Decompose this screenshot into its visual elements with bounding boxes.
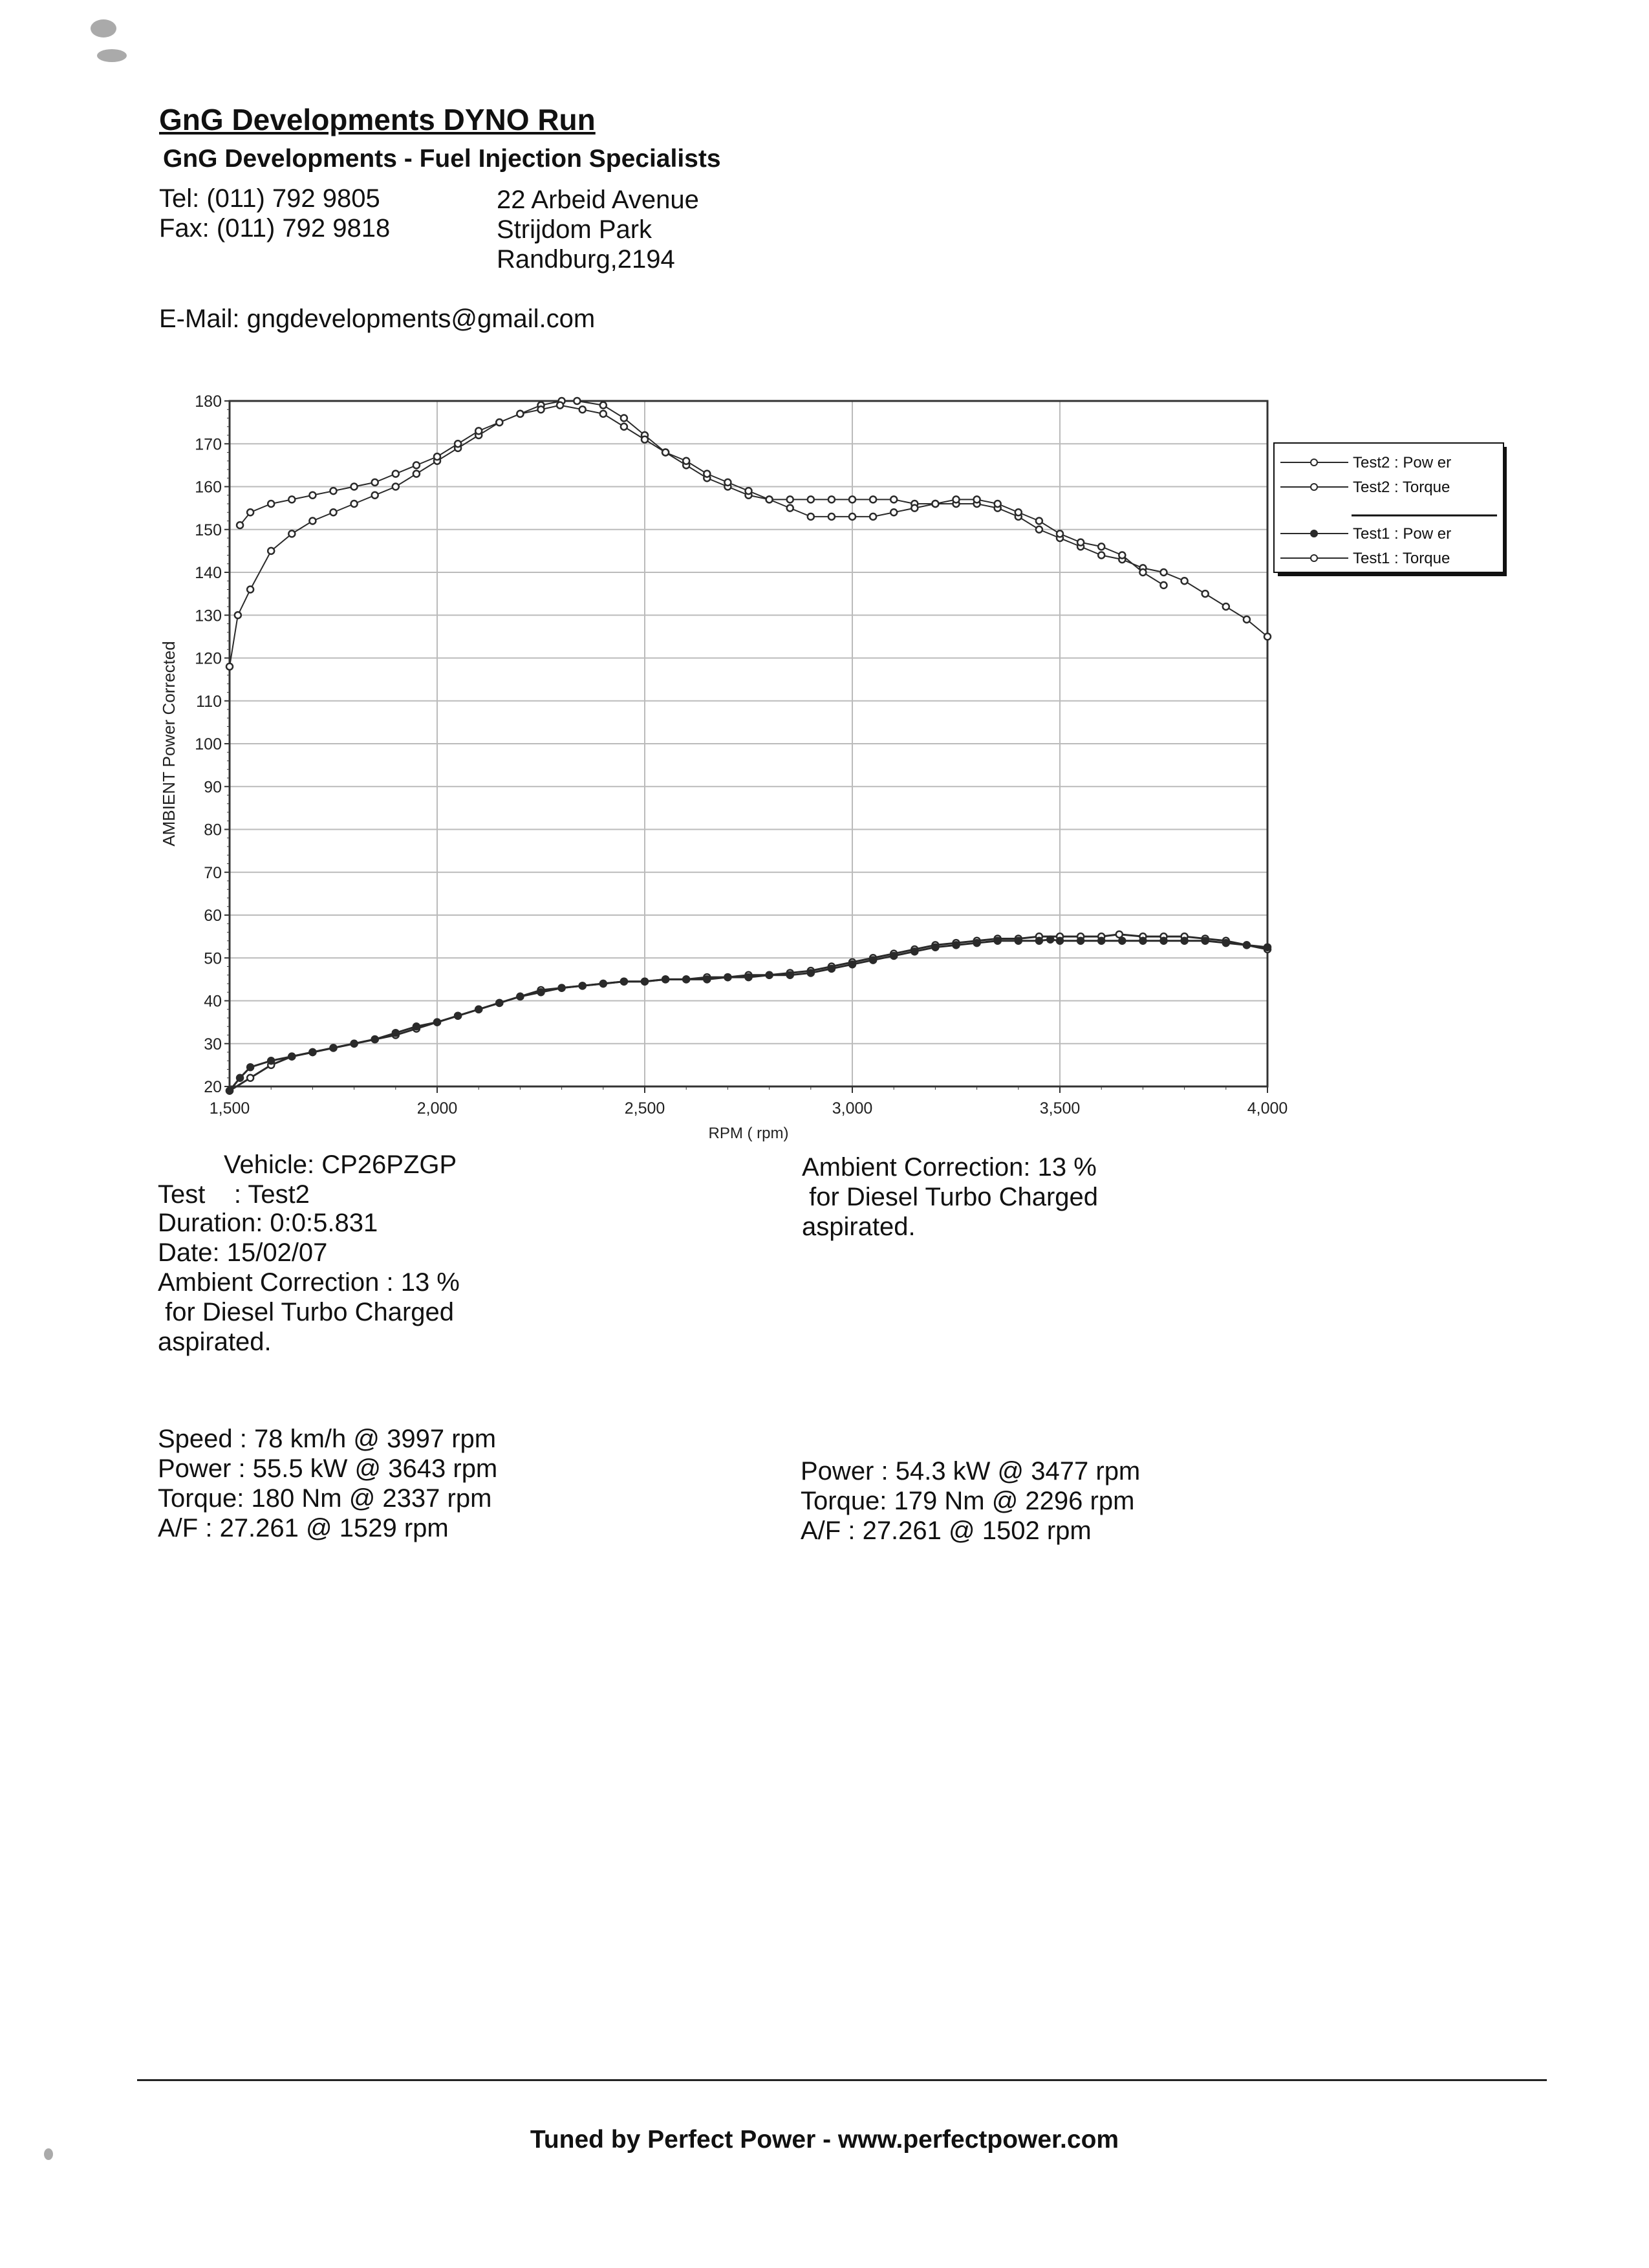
series-4-point bbox=[475, 427, 482, 434]
series-2-point bbox=[351, 501, 358, 507]
series-2-point bbox=[413, 471, 420, 477]
series-3-point bbox=[330, 1044, 337, 1051]
series-2-point bbox=[226, 664, 233, 670]
series-4-point bbox=[1098, 543, 1105, 550]
series-3-point bbox=[849, 961, 856, 967]
series-2-point bbox=[235, 612, 241, 618]
series-3-point bbox=[475, 1006, 482, 1013]
series-2-point bbox=[808, 496, 814, 502]
dyno-chart-svg bbox=[149, 388, 1507, 1145]
series-3-point bbox=[890, 953, 897, 959]
max-speed: Speed : 78 km/h @ 3997 rpm bbox=[158, 1425, 497, 1453]
y-tick-label: 70 bbox=[204, 863, 222, 882]
max-torque: Torque: 180 Nm @ 2337 rpm bbox=[158, 1484, 492, 1513]
series-2-point bbox=[268, 548, 274, 554]
series-3-point bbox=[1202, 938, 1209, 944]
series-3-point bbox=[621, 978, 627, 985]
series-3-point bbox=[1139, 938, 1146, 944]
y-tick-label: 150 bbox=[195, 521, 222, 539]
series-2-point bbox=[330, 509, 337, 515]
series-3-point bbox=[434, 1019, 440, 1026]
series-2-point bbox=[1098, 552, 1105, 559]
y-tick-label: 100 bbox=[195, 735, 222, 753]
series-3-point bbox=[662, 976, 669, 982]
series-3-point bbox=[309, 1049, 316, 1055]
series-2-point bbox=[1223, 603, 1229, 610]
series-4-point bbox=[600, 411, 607, 417]
series-3-point bbox=[496, 1000, 502, 1006]
series-4-point bbox=[890, 509, 897, 515]
series-3-point bbox=[579, 982, 586, 989]
scan-speck bbox=[91, 19, 116, 38]
series-2-point bbox=[828, 496, 835, 502]
series-4-point bbox=[1036, 518, 1042, 524]
y-tick-label: 30 bbox=[204, 1035, 222, 1053]
series-3-point bbox=[393, 1030, 399, 1036]
address-line-3: Randburg,2194 bbox=[497, 245, 675, 274]
ambient-correction-note: for Diesel Turbo Charged bbox=[158, 1298, 455, 1326]
series-3-point bbox=[1264, 944, 1271, 951]
series-2-point bbox=[288, 530, 295, 537]
right-ambient-correction-note-2: aspirated. bbox=[802, 1213, 916, 1241]
y-tick-label: 170 bbox=[195, 435, 222, 454]
x-tick-label: 2,500 bbox=[624, 1099, 665, 1118]
legend-marker bbox=[1311, 484, 1317, 490]
series-3-point bbox=[1057, 938, 1063, 944]
address-line-2: Strijdom Park bbox=[497, 215, 652, 244]
duration: Duration: 0:0:5.831 bbox=[158, 1209, 378, 1237]
series-2-point bbox=[600, 402, 607, 409]
series-4-point bbox=[724, 479, 731, 486]
series-3-point bbox=[995, 938, 1001, 944]
y-tick-label: 180 bbox=[195, 393, 222, 411]
series-4-point bbox=[237, 522, 243, 528]
series-3-point bbox=[1015, 938, 1022, 944]
series-4-point bbox=[247, 509, 253, 515]
series-3-point bbox=[1244, 942, 1250, 948]
series-2-point bbox=[870, 496, 876, 502]
series-2-point bbox=[393, 484, 399, 490]
series-3-point bbox=[870, 957, 876, 964]
series-4-point bbox=[1161, 582, 1167, 589]
max-power: Power : 55.5 kW @ 3643 rpm bbox=[158, 1454, 498, 1483]
legend-marker bbox=[1311, 555, 1317, 561]
series-3-point bbox=[455, 1013, 461, 1019]
air-fuel: A/F : 27.261 @ 1529 rpm bbox=[158, 1514, 449, 1542]
series-2-point bbox=[1244, 616, 1250, 623]
series-4-point bbox=[911, 505, 918, 512]
series-4-point bbox=[455, 440, 461, 447]
series-3-point bbox=[1161, 938, 1167, 944]
x-tick-label: 3,500 bbox=[1039, 1099, 1081, 1118]
email: E-Mail: gngdevelopments@gmail.com bbox=[159, 305, 596, 333]
series-1-point bbox=[247, 1075, 253, 1081]
series-3-point bbox=[517, 993, 523, 1000]
y-tick-label: 90 bbox=[204, 778, 222, 797]
series-2-point bbox=[309, 518, 316, 524]
series-4-point bbox=[746, 488, 752, 494]
series-3-point bbox=[288, 1053, 295, 1060]
ambient-correction: Ambient Correction : 13 % bbox=[158, 1268, 460, 1297]
series-2-point bbox=[574, 398, 580, 404]
series-4-point bbox=[621, 424, 627, 430]
series-4-point bbox=[662, 449, 669, 456]
series-2-point bbox=[787, 496, 793, 502]
footer-text: Tuned by Perfect Power - www.perfectpower.com bbox=[530, 2126, 1119, 2154]
series-4-point bbox=[517, 411, 523, 417]
right-max-power: Power : 54.3 kW @ 3477 rpm bbox=[801, 1457, 1141, 1485]
y-tick-label: 40 bbox=[204, 992, 222, 1011]
series-4-point bbox=[704, 471, 710, 477]
series-4-point bbox=[351, 484, 358, 490]
series-4-point bbox=[288, 496, 295, 502]
y-tick-label: 110 bbox=[196, 692, 222, 711]
legend-label: Test1 : Pow er bbox=[1353, 525, 1452, 543]
series-3-point bbox=[787, 972, 793, 978]
page-title: GnG Developments DYNO Run bbox=[159, 103, 596, 136]
series-3-point bbox=[268, 1057, 274, 1064]
x-tick-label: 1,500 bbox=[209, 1099, 250, 1118]
vehicle: Vehicle: CP26PZGP bbox=[224, 1150, 457, 1179]
series-3-point bbox=[600, 980, 607, 987]
legend-marker bbox=[1311, 530, 1317, 537]
dyno-chart bbox=[149, 388, 1507, 1145]
series-4-point bbox=[1119, 552, 1125, 559]
series-2-point bbox=[247, 587, 253, 593]
series-3-point bbox=[1223, 940, 1229, 946]
series-2-point bbox=[1161, 569, 1167, 576]
series-2-point bbox=[1181, 578, 1188, 584]
ambient-correction-note-2: aspirated. bbox=[158, 1328, 272, 1356]
series-4-point bbox=[1015, 509, 1022, 515]
y-axis-label: AMBIENT Power Corrected bbox=[159, 641, 178, 847]
legend-marker bbox=[1311, 459, 1317, 466]
series-3-point bbox=[953, 942, 960, 948]
right-air-fuel: A/F : 27.261 @ 1502 rpm bbox=[801, 1517, 1092, 1545]
series-3-point bbox=[808, 969, 814, 976]
series-3-point bbox=[1098, 938, 1105, 944]
series-4-point bbox=[496, 419, 502, 426]
scan-speck bbox=[97, 49, 127, 62]
y-tick-label: 80 bbox=[204, 821, 222, 839]
series-4-point bbox=[953, 496, 960, 502]
series-3-point bbox=[351, 1041, 358, 1047]
series-3-point bbox=[1119, 938, 1125, 944]
x-tick-label: 4,000 bbox=[1247, 1099, 1288, 1118]
x-axis-label: RPM ( rpm) bbox=[708, 1125, 789, 1142]
legend-label: Test2 : Pow er bbox=[1353, 454, 1452, 471]
series-4-point bbox=[538, 406, 544, 413]
series-4-point bbox=[828, 513, 835, 520]
series-line-3 bbox=[230, 940, 1267, 1091]
series-3-point bbox=[1047, 936, 1053, 943]
y-tick-label: 160 bbox=[195, 478, 222, 497]
series-3-point bbox=[413, 1023, 420, 1030]
series-4-point bbox=[372, 479, 378, 486]
series-3-point bbox=[932, 944, 938, 951]
legend-label: Test2 : Torque bbox=[1353, 479, 1450, 496]
series-3-point bbox=[226, 1088, 233, 1094]
series-3-point bbox=[766, 972, 773, 978]
series-4-point bbox=[870, 513, 876, 520]
series-3-point bbox=[641, 978, 648, 985]
series-3-point bbox=[724, 974, 731, 980]
y-tick-label: 50 bbox=[204, 949, 222, 968]
series-3-point bbox=[683, 976, 689, 982]
series-2-point bbox=[621, 415, 627, 422]
series-3-point bbox=[372, 1036, 378, 1042]
series-3-point bbox=[911, 948, 918, 955]
series-2-point bbox=[1036, 526, 1042, 533]
right-ambient-correction-note: for Diesel Turbo Charged bbox=[802, 1183, 1099, 1211]
series-line-2 bbox=[230, 401, 1267, 667]
telephone: Tel: (011) 792 9805 bbox=[159, 184, 380, 213]
series-2-point bbox=[372, 492, 378, 499]
series-2-point bbox=[849, 496, 856, 502]
test-name: Test : Test2 bbox=[158, 1180, 310, 1209]
series-3-point bbox=[1077, 938, 1084, 944]
series-4-point bbox=[641, 437, 648, 443]
x-tick-label: 2,000 bbox=[416, 1099, 458, 1118]
footer-divider bbox=[137, 2079, 1547, 2081]
series-3-point bbox=[538, 989, 544, 995]
series-4-point bbox=[683, 458, 689, 464]
series-2-point bbox=[890, 496, 897, 502]
series-4-point bbox=[974, 496, 980, 502]
series-4-point bbox=[393, 471, 399, 477]
series-2-point bbox=[1202, 590, 1209, 597]
date: Date: 15/02/07 bbox=[158, 1238, 328, 1267]
y-tick-label: 130 bbox=[195, 607, 222, 625]
legend-label: Test1 : Torque bbox=[1353, 550, 1450, 567]
series-3-point bbox=[247, 1064, 253, 1070]
series-3-point bbox=[237, 1075, 243, 1081]
series-3-point bbox=[559, 985, 565, 991]
right-ambient-correction: Ambient Correction: 13 % bbox=[802, 1153, 1097, 1182]
series-4-point bbox=[1057, 530, 1063, 537]
series-4-point bbox=[808, 513, 814, 520]
series-3-point bbox=[974, 940, 980, 946]
series-3-point bbox=[1181, 938, 1188, 944]
series-4-point bbox=[766, 496, 773, 502]
series-4-point bbox=[434, 453, 440, 460]
series-4-point bbox=[1139, 569, 1146, 576]
series-2-point bbox=[1264, 633, 1271, 640]
x-tick-label: 3,000 bbox=[832, 1099, 873, 1118]
series-4-point bbox=[787, 505, 793, 512]
series-4-point bbox=[995, 501, 1001, 507]
series-3-point bbox=[704, 976, 710, 982]
series-4-point bbox=[309, 492, 316, 499]
series-4-point bbox=[413, 462, 420, 468]
series-3-point bbox=[746, 974, 752, 980]
right-max-torque: Torque: 179 Nm @ 2296 rpm bbox=[801, 1487, 1135, 1515]
address-line-1: 22 Arbeid Avenue bbox=[497, 186, 699, 214]
series-4-point bbox=[268, 501, 274, 507]
series-4-point bbox=[330, 488, 337, 494]
y-tick-label: 60 bbox=[204, 907, 222, 925]
series-1-point bbox=[1116, 931, 1123, 938]
series-4-point bbox=[579, 406, 586, 413]
y-tick-label: 140 bbox=[195, 564, 222, 582]
series-4-point bbox=[557, 402, 563, 409]
fax: Fax: (011) 792 9818 bbox=[159, 214, 391, 243]
series-4-point bbox=[932, 501, 938, 507]
page-subtitle: GnG Developments - Fuel Injection Specialists bbox=[163, 145, 721, 173]
series-3-point bbox=[1036, 938, 1042, 944]
series-4-point bbox=[849, 513, 856, 520]
y-tick-label: 20 bbox=[204, 1078, 222, 1096]
y-tick-label: 120 bbox=[195, 649, 222, 668]
series-4-point bbox=[1077, 539, 1084, 546]
series-3-point bbox=[828, 966, 835, 972]
